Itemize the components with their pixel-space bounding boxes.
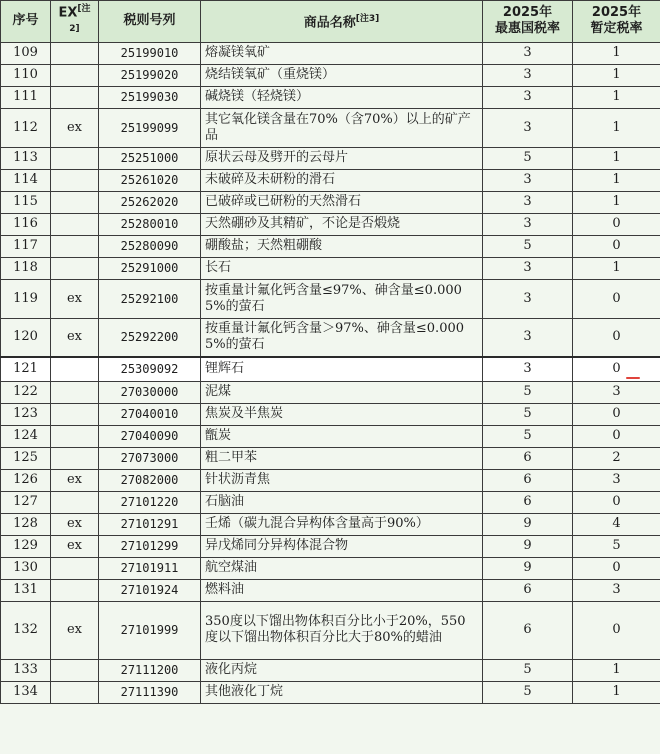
cell-ex <box>51 579 99 601</box>
table-row <box>1 42 660 64</box>
table-row <box>1 381 660 403</box>
table-row <box>1 535 660 557</box>
cell-name: 烧结镁氧矿（重烧镁） <box>201 64 483 86</box>
cell-code: 27082000 <box>99 469 201 491</box>
cell-seq: 132 <box>1 601 51 659</box>
table-row <box>1 357 660 381</box>
cell-name: 其他液化丁烷 <box>201 681 483 703</box>
cell-ex: ex <box>51 279 99 318</box>
cell-ex: ex <box>51 469 99 491</box>
cell-ex <box>51 557 99 579</box>
cell-ex <box>51 213 99 235</box>
cell-ex: ex <box>51 318 99 357</box>
table-row <box>1 469 660 491</box>
cell-ex <box>51 425 99 447</box>
cell-mfn-rate: 6 <box>483 469 573 491</box>
cell-name: 异戊烯同分异构体混合物 <box>201 535 483 557</box>
cell-seq: 129 <box>1 535 51 557</box>
table-row <box>1 403 660 425</box>
cell-code: 27101220 <box>99 491 201 513</box>
table-row <box>1 257 660 279</box>
table-row <box>1 191 660 213</box>
cell-name: 熔凝镁氧矿 <box>201 42 483 64</box>
cell-provisional-rate: 1 <box>573 659 660 681</box>
cell-code: 27101999 <box>99 601 201 659</box>
header-mfn-year: 2025年 <box>502 5 553 21</box>
cell-mfn-rate: 5 <box>483 147 573 169</box>
cell-code: 25292100 <box>99 279 201 318</box>
cell-provisional-rate: 5 <box>573 535 660 557</box>
header-prov-label: 暂定税率 <box>590 21 643 37</box>
header-prov-year: 2025年 <box>591 5 642 21</box>
cell-ex <box>51 42 99 64</box>
table-row <box>1 579 660 601</box>
cell-seq: 123 <box>1 403 51 425</box>
cell-ex <box>51 681 99 703</box>
cell-mfn-rate: 6 <box>483 491 573 513</box>
cell-mfn-rate: 3 <box>483 64 573 86</box>
cell-ex: ex <box>51 601 99 659</box>
cell-ex <box>51 257 99 279</box>
cell-provisional-rate: 0 <box>573 425 660 447</box>
cell-provisional-rate: 1 <box>573 681 660 703</box>
table-row <box>1 318 660 357</box>
cell-name: 石脑油 <box>201 491 483 513</box>
cell-mfn-rate: 9 <box>483 557 573 579</box>
header-seq-label: 序号 <box>12 13 39 29</box>
cell-ex <box>51 191 99 213</box>
table-row <box>1 557 660 579</box>
cell-provisional-rate: 0 <box>573 235 660 257</box>
cell-ex <box>51 169 99 191</box>
cell-name: 天然硼砂及其精矿，不论是否煅烧 <box>201 213 483 235</box>
table-row <box>1 491 660 513</box>
header-ex <box>51 1 99 43</box>
table-row <box>1 681 660 703</box>
cell-mfn-rate: 6 <box>483 601 573 659</box>
cell-mfn-rate: 9 <box>483 513 573 535</box>
cell-name: 按重量计氟化钙含量≤97%、砷含量≤0.0005%的萤石 <box>201 279 483 318</box>
cell-provisional-rate: 0 <box>573 601 660 659</box>
cell-name: 硼酸盐；天然粗硼酸 <box>201 235 483 257</box>
cell-ex: ex <box>51 513 99 535</box>
cell-provisional-rate: 1 <box>573 191 660 213</box>
cell-provisional-rate: 0 <box>573 557 660 579</box>
table-row <box>1 425 660 447</box>
header-row <box>1 1 660 43</box>
cell-provisional-rate: 0 <box>573 213 660 235</box>
cell-name: 其它氧化镁含量在70%（含70%）以上的矿产品 <box>201 108 483 147</box>
cell-ex <box>51 64 99 86</box>
cell-name: 按重量计氟化钙含量＞97%、砷含量≤0.0005%的萤石 <box>201 318 483 357</box>
cell-code: 25261020 <box>99 169 201 191</box>
cell-provisional-rate: 0 <box>573 491 660 513</box>
cell-ex <box>51 491 99 513</box>
header-name-note: [注3] <box>355 14 380 25</box>
cell-code: 25280090 <box>99 235 201 257</box>
cell-code: 25199020 <box>99 64 201 86</box>
table-row <box>1 213 660 235</box>
table-row <box>1 147 660 169</box>
cell-provisional-rate: 3 <box>573 579 660 601</box>
cell-ex <box>51 403 99 425</box>
cell-mfn-rate: 3 <box>483 169 573 191</box>
cell-provisional-rate: 2 <box>573 447 660 469</box>
cell-code: 27111200 <box>99 659 201 681</box>
cell-mfn-rate: 6 <box>483 579 573 601</box>
cell-provisional-rate: 1 <box>573 86 660 108</box>
cell-seq: 133 <box>1 659 51 681</box>
table-row <box>1 659 660 681</box>
cell-name: 甑炭 <box>201 425 483 447</box>
cell-mfn-rate: 5 <box>483 403 573 425</box>
cell-provisional-rate: 3 <box>573 469 660 491</box>
header-code-label: 税则号列 <box>123 13 176 29</box>
cell-code: 25199099 <box>99 108 201 147</box>
cell-provisional-rate: 1 <box>573 169 660 191</box>
cell-provisional-rate: 0 <box>573 357 660 381</box>
cell-provisional-rate: 0 <box>573 318 660 357</box>
cell-code: 25309092 <box>99 357 201 381</box>
cell-seq: 131 <box>1 579 51 601</box>
cell-code: 27073000 <box>99 447 201 469</box>
cell-provisional-rate: 1 <box>573 257 660 279</box>
cell-mfn-rate: 5 <box>483 681 573 703</box>
cell-mfn-rate: 3 <box>483 191 573 213</box>
cell-mfn-rate: 3 <box>483 108 573 147</box>
cell-code: 27101924 <box>99 579 201 601</box>
cell-seq: 122 <box>1 381 51 403</box>
cell-provisional-rate: 1 <box>573 147 660 169</box>
cell-name: 针状沥青焦 <box>201 469 483 491</box>
cell-code: 27101291 <box>99 513 201 535</box>
cell-code: 25292200 <box>99 318 201 357</box>
cell-provisional-rate: 1 <box>573 64 660 86</box>
cell-seq: 114 <box>1 169 51 191</box>
cell-ex: ex <box>51 535 99 557</box>
table-body <box>1 42 660 703</box>
cell-ex <box>51 357 99 381</box>
cell-ex <box>51 447 99 469</box>
cell-code: 25251000 <box>99 147 201 169</box>
header-ex-note: [注2] <box>69 4 91 35</box>
cell-name: 锂辉石 <box>201 357 483 381</box>
cell-code: 25291000 <box>99 257 201 279</box>
cell-name: 已破碎或已研粉的天然滑石 <box>201 191 483 213</box>
cell-code: 27040010 <box>99 403 201 425</box>
cell-seq: 118 <box>1 257 51 279</box>
cell-seq: 119 <box>1 279 51 318</box>
cell-name: 350度以下馏出物体积百分比小于20%，550度以下馏出物体积百分比大于80%的蜡油 <box>201 601 483 659</box>
cell-seq: 117 <box>1 235 51 257</box>
cell-seq: 130 <box>1 557 51 579</box>
cell-seq: 124 <box>1 425 51 447</box>
cell-mfn-rate: 3 <box>483 42 573 64</box>
cell-code: 25199010 <box>99 42 201 64</box>
cell-seq: 111 <box>1 86 51 108</box>
cell-name: 液化丙烷 <box>201 659 483 681</box>
cell-code: 27101911 <box>99 557 201 579</box>
cell-name: 壬烯（碳九混合异构体含量高于90%） <box>201 513 483 535</box>
table-row <box>1 235 660 257</box>
cell-mfn-rate: 6 <box>483 447 573 469</box>
cell-ex <box>51 659 99 681</box>
cell-provisional-rate: 0 <box>573 279 660 318</box>
cell-mfn-rate: 5 <box>483 659 573 681</box>
red-annotation-mark <box>626 377 640 379</box>
header-mfn <box>483 1 573 43</box>
cell-code: 27111390 <box>99 681 201 703</box>
header-name <box>201 1 483 43</box>
cell-provisional-rate: 3 <box>573 381 660 403</box>
cell-mfn-rate: 9 <box>483 535 573 557</box>
cell-seq: 125 <box>1 447 51 469</box>
cell-seq: 121 <box>1 357 51 381</box>
cell-mfn-rate: 3 <box>483 257 573 279</box>
cell-seq: 120 <box>1 318 51 357</box>
cell-mfn-rate: 3 <box>483 213 573 235</box>
table-row <box>1 86 660 108</box>
table-row <box>1 601 660 659</box>
cell-seq: 115 <box>1 191 51 213</box>
cell-provisional-rate: 4 <box>573 513 660 535</box>
table-row <box>1 447 660 469</box>
cell-ex <box>51 147 99 169</box>
cell-ex <box>51 86 99 108</box>
cell-ex: ex <box>51 108 99 147</box>
cell-code: 25199030 <box>99 86 201 108</box>
cell-code: 27101299 <box>99 535 201 557</box>
header-mfn-label: 最惠国税率 <box>494 21 560 37</box>
cell-seq: 110 <box>1 64 51 86</box>
cell-provisional-rate: 1 <box>573 42 660 64</box>
cell-name: 粗二甲苯 <box>201 447 483 469</box>
cell-mfn-rate: 3 <box>483 279 573 318</box>
cell-seq: 112 <box>1 108 51 147</box>
cell-seq: 126 <box>1 469 51 491</box>
header-name-label: 商品名称 <box>303 15 356 31</box>
cell-code: 25280010 <box>99 213 201 235</box>
cell-seq: 134 <box>1 681 51 703</box>
cell-seq: 116 <box>1 213 51 235</box>
cell-provisional-rate: 0 <box>573 403 660 425</box>
cell-name: 未破碎及未研粉的滑石 <box>201 169 483 191</box>
cell-mfn-rate: 3 <box>483 86 573 108</box>
cell-ex <box>51 235 99 257</box>
cell-ex <box>51 381 99 403</box>
cell-seq: 113 <box>1 147 51 169</box>
cell-code: 27040090 <box>99 425 201 447</box>
cell-mfn-rate: 3 <box>483 357 573 381</box>
cell-seq: 128 <box>1 513 51 535</box>
header-ex-label: EX <box>58 5 78 21</box>
cell-name: 燃料油 <box>201 579 483 601</box>
cell-name: 泥煤 <box>201 381 483 403</box>
cell-name: 碱烧镁（轻烧镁） <box>201 86 483 108</box>
header-seq <box>1 1 51 43</box>
cell-name: 长石 <box>201 257 483 279</box>
cell-mfn-rate: 5 <box>483 381 573 403</box>
cell-seq: 109 <box>1 42 51 64</box>
header-code <box>99 1 201 43</box>
cell-provisional-rate: 1 <box>573 108 660 147</box>
header-prov <box>573 1 660 43</box>
cell-name: 原状云母及劈开的云母片 <box>201 147 483 169</box>
table-row <box>1 513 660 535</box>
cell-code: 27030000 <box>99 381 201 403</box>
cell-name: 航空煤油 <box>201 557 483 579</box>
cell-code: 25262020 <box>99 191 201 213</box>
table-row <box>1 279 660 318</box>
table-row <box>1 108 660 147</box>
cell-mfn-rate: 5 <box>483 425 573 447</box>
table-row <box>1 169 660 191</box>
cell-mfn-rate: 5 <box>483 235 573 257</box>
cell-mfn-rate: 3 <box>483 318 573 357</box>
cell-seq: 127 <box>1 491 51 513</box>
table-row <box>1 64 660 86</box>
cell-name: 焦炭及半焦炭 <box>201 403 483 425</box>
